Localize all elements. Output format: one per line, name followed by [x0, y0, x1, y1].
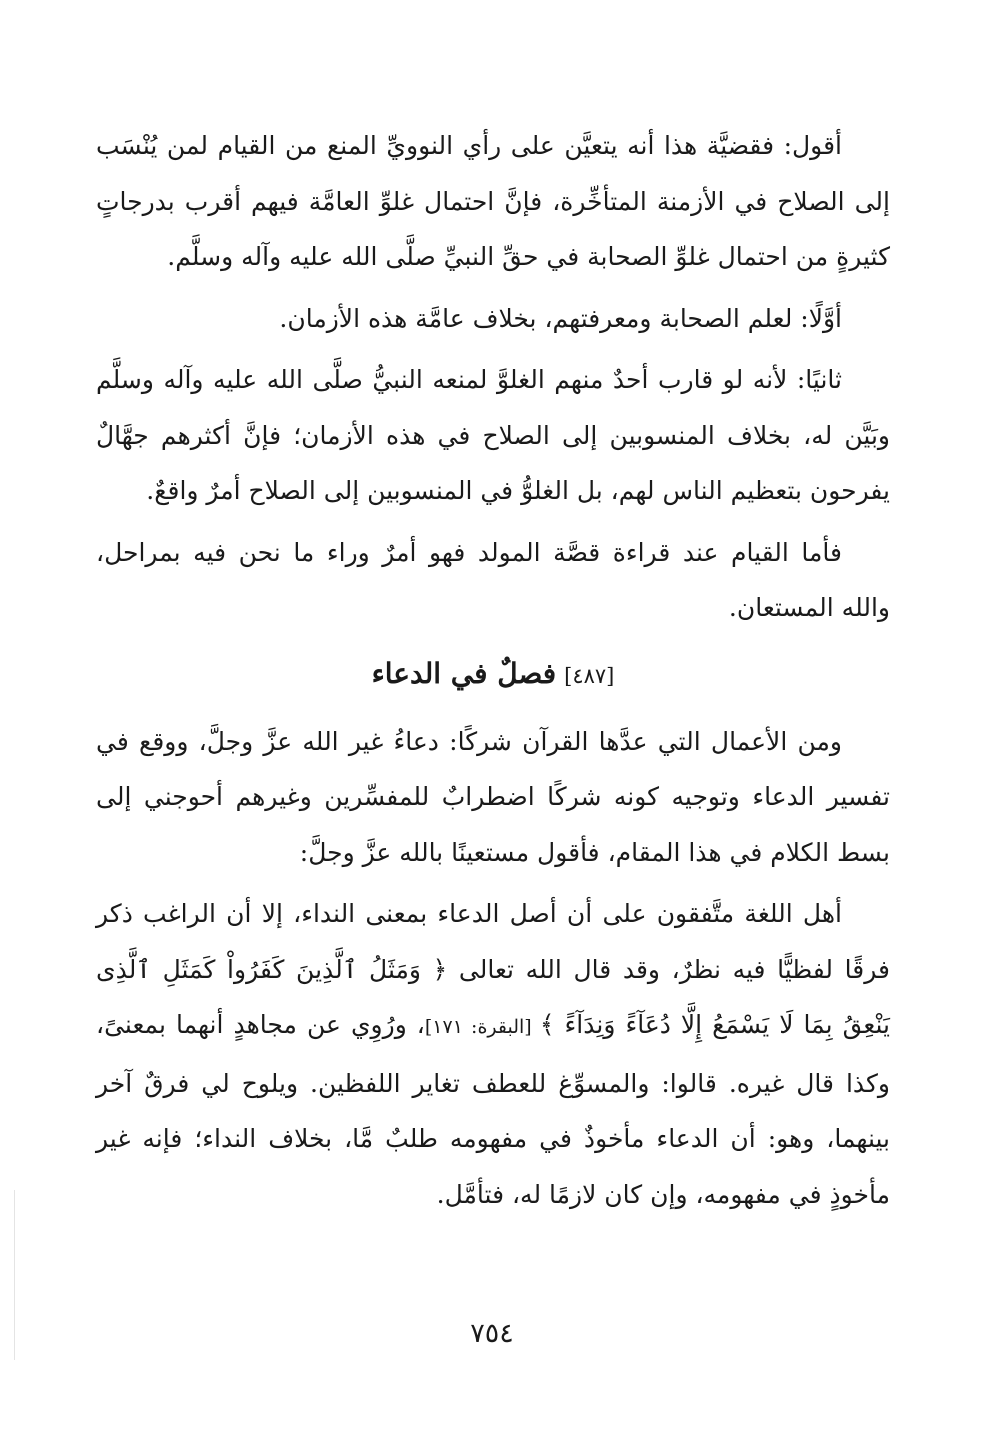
section-heading	[96, 644, 890, 706]
page-body	[96, 118, 890, 1222]
paragraph-5: ومن الأعمال التي عدَّها القرآن شركًا: دعاءُ غير الله عزَّ وجلَّ، ووقع في تفسير الدعاء وتوجيه كونه شركًا اضطرابٌ للمفسِّرين وغيرهم أحوجني إلى بسط الكلام في هذا المقام، فأقول مستعينًا بالله عزَّ وجلَّ:	[96, 726, 890, 867]
paragraph-6	[96, 886, 890, 1222]
paragraph-3: ثانيًا: لأنه لو قارب أحدٌ منهم الغلوَّ لمنعه النبيُّ صلَّى الله عليه وآله وسلَّم وبَيَّن له، بخلاف المنسوبين إلى الصلاح في هذه الأزمان؛ فإنَّ أكثرهم جهَّالٌ يفرحون بتعظيم الناس لهم، بل الغلوُّ في المنسوبين إلى الصلاح أمرٌ واقعٌ.	[96, 365, 890, 505]
section-number: [٤٨٧]	[564, 663, 615, 688]
paragraph-6-intro: أهل اللغة متَّفقون على أن أصل الدعاء بمعنى النداء، إلا أن الراغب ذكر فرقًا لفظيًّا فيه نظرٌ، وقد قال الله تعالى	[96, 899, 890, 984]
page-number: ٧٥٤	[470, 1318, 514, 1349]
section-title: فصلٌ في الدعاء	[371, 656, 557, 690]
paragraph-2: أوَّلًا: لعلم الصحابة ومعرفتهم، بخلاف عامَّة هذه الأزمان.	[279, 303, 842, 333]
verse-reference: [البقرة: ١٧١]	[424, 1016, 540, 1038]
paragraph-6-rest: ، ورُوِي عن مجاهدٍ أنهما بمعنىً، وكذا قال غيره. قالوا: والمسوِّغ للعطف تغاير اللفظين. ويلوح لي فرقٌ آخر بينهما، وهو: أن الدعاء مأخوذٌ في مفهومه طلبٌ مَّا، بخلاف النداء؛ فإنه غير مأخوذٍ في مفهومه، وإن كان لازمًا له، فتأمَّل.	[96, 1010, 890, 1209]
paragraph-1: أقول: فقضيَّة هذا أنه يتعيَّن على رأي النوويِّ المنع من القيام لمن يُنْسَب إلى الصلاح في الأزمنة المتأخِّرة، فإنَّ احتمال غلوِّ العامَّة فيهم أقرب بدرجاتٍ كثيرةٍ من احتمال غلوِّ الصحابة في حقِّ النبيِّ صلَّى الله عليه وآله وسلَّم.	[96, 131, 890, 271]
quran-verse: ﴿ وَمَثَلُ ٱلَّذِينَ كَفَرُواْ كَمَثَلِ ٱلَّذِى يَنْعِقُ بِمَا لَا يَسْمَعُ إِلَّا دُعَآءً وَنِدَآءً ﴾	[96, 954, 890, 1039]
paragraph-4: فأما القيام عند قراءة قصَّة المولد فهو أمرٌ وراء ما نحن فيه بمراحل، والله المستعان.	[96, 537, 890, 622]
